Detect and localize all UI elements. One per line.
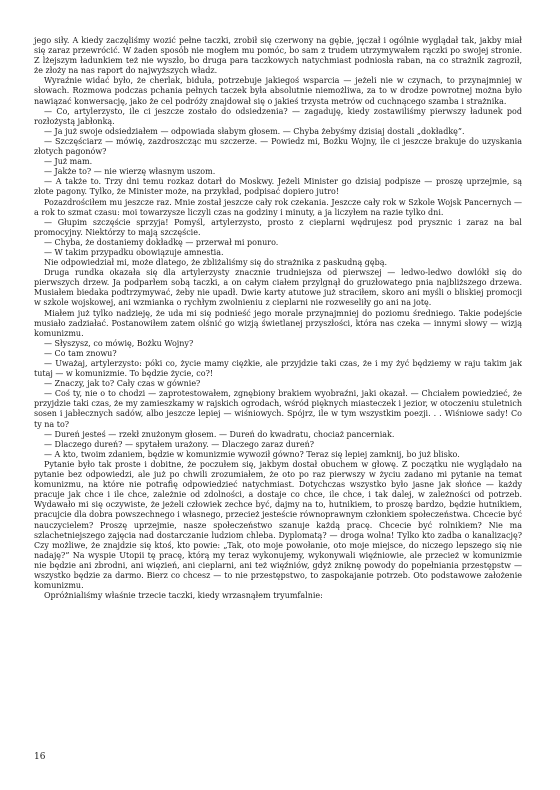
page-number: 16 — [34, 752, 46, 762]
paragraph: — Uważaj, artylerzysto: póki co, życie mamy ciężkie, ale przyjdzie taki czas, że i my żyć będziemy w raju takim jak tutaj — w komunizmie. To będzie życie, co?! — [34, 359, 522, 379]
paragraph: Pytanie było tak proste i dobitne, że poczułem się, jakbym dostał obuchem w głowę. Z początku nie wyglądało na pytanie bez odpowiedzi, ale już po chwili zrozumiałem, że oto po raz pierwszy w życiu zadano mi pytanie na temat komunizmu, na które nie potrafię odpowiedzieć natychmiast. Dotychczas wszystko było jasne jak słońce — każdy pracuje jak chce i ile chce, zależnie od zdolności, a dostaje co chce, ile chce, i tak dalej, w zależności od potrzeb. Wydawało mi się oczywiste, że jeżeli człowiek zechce być, dajmy na to, hutnikiem, to proszę bardzo, będzie hutnikiem, pracujcie dla dobra powszechnego i własnego, przecież jesteście równoprawnym członkiem społeczeństwa. Chcecie być nauczycielem? Proszę uprzejmie, nasze społeczeństwo szanuje każdą pracę. Chcecie być rolnikiem? Nie ma szlachetniejszego zajęcia nad dostarczanie ludziom chleba. Dyplomatą? — droga wolna! Tylko kto zadba o kanalizację? Czy możliwe, że znajdzie się ktoś, kto powie: „Tak, oto moje powołanie, oto moje miejsce, do niczego lepszego się nie nadaję?” Na wyspie Utopii tę pracę, którą my teraz wykonujemy, wykonywali więźniowie, ale przecież w komunizmie nie będzie ani zbrodni, ani więzień, ani cieplarni, ani też więźniów, gdyż zniknę powody do popełniania przestępstw — wszystko będzie za darmo. Bierz co chcesz — to nie przestępstwo, to zaspokajanie potrzeb. Oto podstawowe założenie komunizmu. — [34, 459, 522, 591]
paragraph: — W takim przypadku obowiązuje amnestia. — [44, 247, 224, 257]
paragraph: — Chyba, że dostaniemy dokładkę — przerwał mi ponuro. — [44, 237, 279, 247]
paragraph: jego siły. A kiedy zaczęliśmy wozić pełne taczki, zrobił się czerwony na gębie, jęczał i ogólnie wyglądał tak, jakby miał się zaraz przewrócić. W żaden sposób nie mogłem mu pomóc, bo sam z trudem utrzymywałem rączki po swojej stronie. Z lżejszym ładunkiem też nie wyszło, bo druga para taczkowych natychmiast podniosła raban, na co strażnik zagroził, że złoży na nas raport do najwyższych władz. — [34, 36, 522, 76]
paragraph: — Co, artylerzysto, ile ci jeszcze zostało do odsiedzenia? — zagaduję, kiedy zostawiliśmy pierwszy ładunek pod rozłożystą jabłonką. — [34, 106, 522, 126]
paragraph: Nie odpowiedział mi, może dlatego, że zbliżaliśmy się do strażnika z paskudną gębą. — [44, 258, 388, 268]
paragraph: Miałem już tylko nadzieję, że uda mi się podnieść jego morale przynajmniej do poziomu średniego. Takie podejście musiało zadziałać. Postanowiłem zatem olśnić go wizją świetlanej przyszłości, która nas czeka — innymi słowy — wizją komunizmu. — [34, 308, 522, 338]
paragraph: Opróżnialiśmy właśnie trzecie taczki, kiedy wrzasnąłem tryumfalnie: — [44, 591, 323, 601]
paragraph: — Głupim szczęście sprzyja! Pomyśl, artylerzysto, prosto z cieplarni wędrujesz pod prysznic i zaraz na bal promocyjny. Niektórzy to mają szczęście. — [34, 217, 522, 237]
paragraph: — Jakże to? — nie wierzę własnym uszom. — [44, 167, 216, 177]
paragraph: — Dlaczego dureń? — spytałem urażony. — Dlaczego zaraz dureń? — [44, 439, 315, 449]
paragraph: — Coś ty, nie o to chodzi — zaprotestowałem, zgnębiony brakiem wyobraźni, jaki okazał. — Chciałem powiedzieć, że przyjdzie taki czas, że my zamieszkamy w rajskich ogrodach, wśród pięknych miasteczek i jezior, w otoczeniu stuletnich sosen i jabłecznych sadów, albo jeszcze lepiej — wiśniowych. Spójrz, ile w tym wszystkim poezji. . . Wiśniowe sady! Co ty na to? — [34, 389, 522, 429]
paragraph: Pozazdrościłem mu jeszcze raz. Mnie został jeszcze cały rok czekania. Jeszcze cały rok w Szkole Wojsk Pancernych — a rok to szmat czasu: moi towarzysze liczyli czas na godziny i minuty, a ja liczyłem na razie tylko dni. — [34, 197, 522, 217]
paragraph: — Ja już swoje odsiedziałem — odpowiada słabym głosem. — Chyba żebyśmy dzisiaj dostali „dokładkę”. — [44, 126, 465, 136]
paragraph: — A kto, twoim zdaniem, będzie w komunizmie wywoził gówno? Teraz się lepiej zamknij, bo już blisko. — [44, 449, 460, 459]
paragraph: — Szczęściarz — mówię, zazdroszcząc mu szczerze. — Powiedz mi, Bożku Wojny, ile ci jeszcze brakuje do uzyskania złotych pagonów? — [34, 136, 522, 157]
body-text — [34, 36, 522, 601]
paragraph: — A także to. Trzy dni temu rozkaz dotarł do Moskwy. Jeżeli Minister go dzisiaj podpisze — proszę uprzejmie, są złote pagony. Tylko, że Minister może, na przykład, podpisać dopiero jutro! — [34, 177, 522, 197]
paragraph: Wyraźnie widać było, że cherlak, biduła, potrzebuje jakiegoś wsparcia — jeżeli nie w czynach, to przynajmniej w słowach. Rozmowa podczas pchania pełnych taczek była absolutnie niemożliwa, za to w drodze powrotnej można było nawiązać konwersację, jako że cel podróży znajdował się o jakieś trzysta metrów od cuchnącego szamba i strażnika. — [34, 76, 522, 106]
paragraph: — Co tam znowu? — [44, 348, 117, 358]
paragraph: — Już mam. — [44, 157, 93, 167]
paragraph: Druga rundka okazała się dla artylerzysty znacznie trudniejsza od pierwszej — ledwo-ledwo dowlókł się do pierwszych drzew. Ja podparłem sobą taczki, a on całym ciałem przylgnął do gruzłowatego pnia najbliższego drzewa. Musiałem biedaka podtrzymywać, żeby nie upadł. Dwie karty atutowe już straciłem, skoro ani myśli o bliskiej promocji w szkole wojskowej, ani wzmianka o rychłym zwolnieniu z cieplarni nie rozweseliły go ani na jotę. — [34, 268, 522, 308]
paragraph: — Słyszysz, co mówię, Bożku Wojny? — [44, 338, 194, 348]
paragraph: — Dureń jesteś — rzekł znużonym głosem. — Dureń do kwadratu, chociaż pancerniak. — [44, 429, 395, 439]
paragraph: — Znaczy, jak to? Cały czas w gównie? — [44, 379, 201, 389]
